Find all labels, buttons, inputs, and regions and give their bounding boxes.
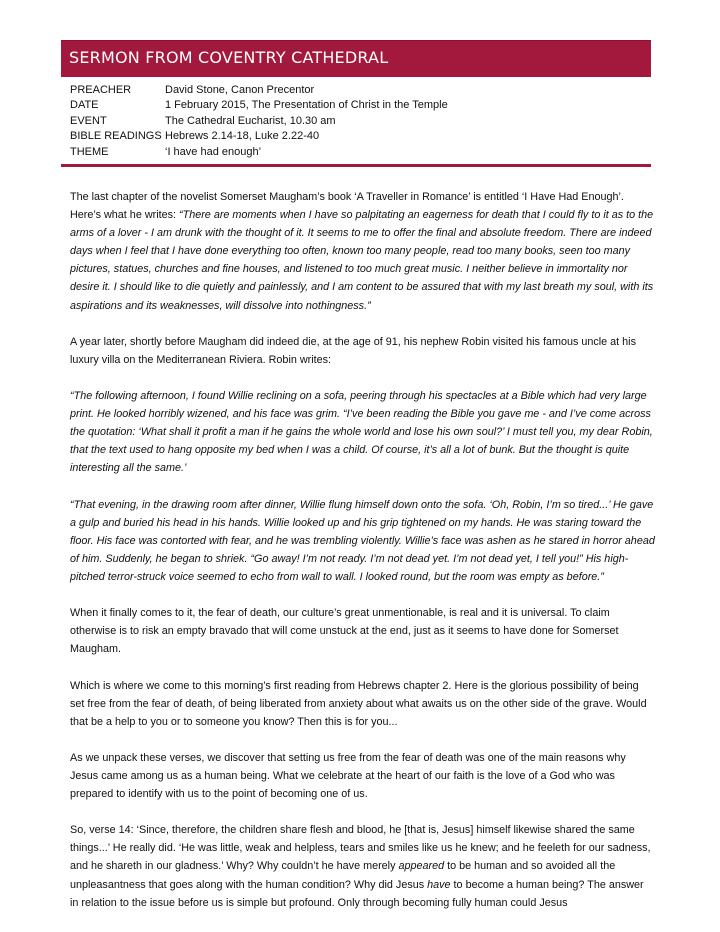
theme-value: ‘I have had enough’ <box>165 145 262 158</box>
title-banner <box>61 40 651 77</box>
date-value: 1 February 2015, The Presentation of Christ in the Temple <box>165 99 448 112</box>
paragraph-8-part-a: So, verse 14: ‘Since, therefore, the children share flesh and blood, he [that is, Jesus] himself likewise shared the same things...’ He really did. ‘He was little, weak and helpless, tears and smiles like us he knew; and he feeleth for our sadness, and he shareth in our gladness.’ Why? Why couldn’t he have merely <box>70 824 651 873</box>
theme-row <box>70 145 650 160</box>
page-title: SERMON FROM COVENTRY CATHEDRAL <box>69 48 389 67</box>
paragraph-4-text: “That evening, in the drawing room after dinner, Willie flung himself down onto the sofa. ‘Oh, Robin, I’m so tired...’ He gave a gulp and buried his head in his hands. Willie looked up and his grip tightened on my hands. He was staring toward the floor. His face was contorted with fear, and he was trembling violently. Willie’s face was ashen as he stared in horror ahead of him. Suddenly, he began to shriek. “Go away! I’m not ready. I’m not dead yet. I’m not dead yet, I tell you!” His high-pitched terror-struck voice seemed to echo from wall to wall. I looked round, but the room was empty as before.” <box>70 498 655 583</box>
paragraph-4-quote <box>70 496 655 586</box>
paragraph-3-text: “The following afternoon, I found Willie reclining on a sofa, peering through his spectacles at a Bible which had very large print. He looked horribly wizened, and his face was grim. “I’ve been reading the Bible you gave me - and I’ve come across the quotation: ‘What shall it profit a man if he gains the whole world and lose his own soul?’ I must tell you, my dear Robin, that the text used to hang opposite my bed when I was a child. Of course, it’s all a lot of bunk. But the thought is quite interesting all the same.’ <box>70 390 653 475</box>
bible-readings-label: BIBLE READINGS <box>70 130 162 143</box>
paragraph-1-quote: “There are moments when I have so palpitating an eagerness for death that I could fly to it as to the arms of a lover - I am drunk with the thought of it. It seems to me to offer the final and absolute freedom. There are indeed days when I feel that I have done everything too often, known too many people, read too many books, seen too many pictures, statues, churches and fine houses, and listened to too much great music. I neither believe in immortality nor desire it. I should like to die quietly and painlessly, and I am content to be assured that with my last breath my soul, with its aspirations and its weaknesses, will dissolve into nothingness.” <box>70 209 654 312</box>
event-label: EVENT <box>70 114 107 127</box>
paragraph-2: A year later, shortly before Maugham did indeed die, at the age of 91, his nephew Robin visited his famous uncle at his luxury villa on the Mediterranean Riviera. Robin writes: <box>70 335 636 366</box>
paragraph-6: Which is where we come to this morning’s first reading from Hebrews chapter 2. Here is the glorious possibility of being set free from the fear of death, of being liberated from anxiety about what awaits us on the other side of the grave. Would that be a help to you or to someone you know? Then this is for you... <box>70 679 647 728</box>
sermon-body <box>70 188 655 930</box>
event-row <box>70 114 650 129</box>
bible-readings-value: Hebrews 2.14-18, Luke 2.22-40 <box>165 130 320 143</box>
paragraph-8-emphasis-appeared: appeared <box>398 860 445 873</box>
theme-label: THEME <box>70 145 109 158</box>
paragraph-8 <box>70 821 655 911</box>
header-divider <box>61 164 651 167</box>
date-row <box>70 98 650 113</box>
paragraph-8-emphasis-have: have <box>427 878 451 891</box>
bible-readings-row <box>70 129 650 144</box>
paragraph-7: As we unpack these verses, we discover that setting us free from the fear of death was one of the main reasons why Jesus came among us as a human being. What we celebrate at the heart of our faith is the love of a God who was prepared to identify with us to the point of becoming one of us. <box>70 751 626 801</box>
paragraph-3-quote <box>70 387 655 477</box>
preacher-row <box>70 83 650 98</box>
paragraph-5: When it finally comes to it, the fear of death, our culture’s great unmentionable, is real and it is universal. To claim otherwise is to risk an empty bravado that will come unstuck at the end, just as it seems to have done for Somerset Maugham. <box>70 607 619 656</box>
sermon-details <box>70 83 650 160</box>
paragraph-1 <box>70 188 655 315</box>
paragraph-8-part-e: to become a human being? The answer in relation to the issue before us is simple but profound. Only through becoming fully human could Jesus <box>70 878 644 909</box>
preacher-value: David Stone, Canon Precentor <box>165 84 315 96</box>
paragraph-8-part-c: to be human and so avoided all the unpleasantness that goes along with the human condition? Why did Jesus <box>70 860 616 891</box>
paragraph-1-intro: The last chapter of the novelist Somerset Maugham’s book ‘A Traveller in Romance’ is entitled ‘I Have Had Enough’. Here’s what he writes: <box>70 191 624 222</box>
event-value: The Cathedral Eucharist, 10.30 am <box>165 114 336 127</box>
preacher-label: PREACHER <box>70 84 132 96</box>
date-label: DATE <box>70 99 99 112</box>
